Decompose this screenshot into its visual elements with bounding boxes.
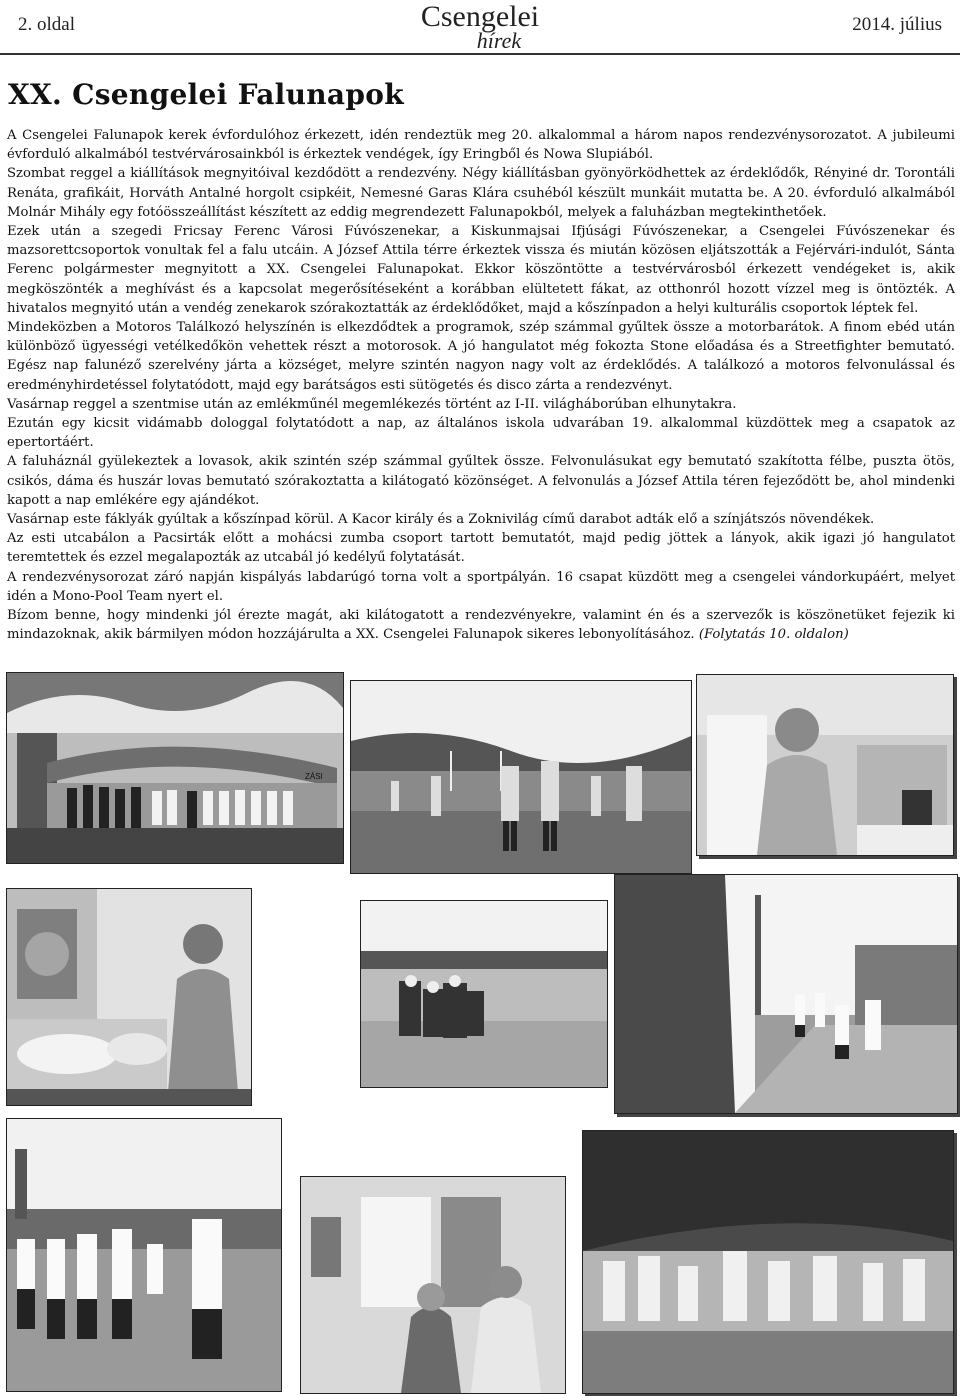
page-header xyxy=(0,0,960,56)
photo-band-concert xyxy=(582,1130,954,1394)
article-paragraph: Mindeközben a Motoros Találkozó helyszínén is elkezdődtek a programok, szép számmal gyűltek össze a motorbarátok. A finom ebéd után különböző ügyességi vetélkedőkön vehettek részt a motorosok. A jó hangulatot még fokozta Stone előadása és a Streetfighter bemutató. Egész nap falunéző szerelvény járta a községet, melyre szintén nagyon nagy volt az érdeklődés. A találkozó a motoros felvonulással és eredményhirdetéssel folytatódott, majd egy barátságos esti sütögetés és disco zárta a rendezvényt. xyxy=(7,320,955,393)
article-paragraph: Vasárnap reggel a szentmise után az emlékműnél megemlékezés történt az I-II. világháborúban elhunytakra. xyxy=(7,396,737,412)
photo-lace-exhibition xyxy=(6,888,252,1106)
photo-exhibition-woman xyxy=(696,674,954,856)
photo-football-image xyxy=(351,681,691,873)
article-paragraph: A Csengelei Falunapok kerek évfordulóhoz érkezett, idén rendeztük meg 20. alkalommal a három napos rendezvénysorozatot. A jubileumi évforduló alkalmából testvérvárosainkból is érkeztek vendégek, így Eringből és Nowa Slupiából. xyxy=(7,128,955,163)
closing-text: Bízom benne, hogy mindenki jól érezte magát, aki kilátogatott a rendezvényekre, valamint én és a szervezők is köszönetüket fejezik ki mindazoknak, akik bármilyen módon hozzájárulta a XX. Csengelei Falunapok sikeres lebonyolításához. xyxy=(7,608,955,643)
article-paragraph: Ezek után a szegedi Fricsay Ferenc Városi Fúvószenekar, a Kiskunmajsai Ifjúsági Fúvószenekar, a Csengelei Fúvószenekar és mazsorettcsoportok vonultak fel a falu utcáin. A József Attila térre érkeztek vissza és miután közösen eljátszották a Fejérvári-indulót, Sánta Ferenc polgármester megnyitott a XX. Csengelei Falunapokat. Ekkor köszöntötte a testvérvárosból érkezett vendégeket is, akik megköszönték a meghívást és a kapcsolat megerősítéseként a korábban elültetett fákat, az otthonról hozott vízzel meg is öntözték. A hivatalos megnyitó után a vendég zenekarok szórakoztatták az érdeklődőket, majd a kőszínpadon a helyi kulturális csoportok léptek fel. xyxy=(7,224,955,316)
photo-horses-image xyxy=(361,901,607,1087)
article-paragraph: Vasárnap este fáklyák gyúltak a kőszínpad körül. A Kacor király és a Zoknivilág című darabot adták elő a színjátszós növendékek. xyxy=(7,512,875,528)
photo-choir-stage xyxy=(6,672,344,864)
photo-visitors-image xyxy=(301,1177,565,1393)
header-divider xyxy=(0,53,960,55)
page-number: 2. oldal xyxy=(18,14,75,35)
article-paragraph-last xyxy=(7,606,955,644)
photo-band-march-image xyxy=(7,1119,281,1391)
article-title: XX. Csengelei Falunapok xyxy=(8,78,404,111)
photo-majorettes-parade xyxy=(614,874,958,1114)
masthead-subtitle: hírek xyxy=(476,28,522,53)
continuation-note: (Folytatás 10. oldalon) xyxy=(698,627,849,643)
issue-date: 2014. július xyxy=(852,14,942,35)
photo-horse-riders xyxy=(360,900,608,1088)
article-paragraph: A faluháznál gyülekeztek a lovasok, akik szintén szép számmal gyűltek össze. Felvonulásukat egy bemutató szakította félbe, puszta ötös, csikós, dáma és huszár lovas bemutató szórakoztatta a kilátogató közönséget. A felvonulás a József Attila téren fejeződött be, ahol mindenki kapott a nap emlékére egy ajándékot. xyxy=(7,454,955,508)
photo-concert-image xyxy=(583,1131,953,1393)
masthead-logo xyxy=(400,0,560,53)
photo-parade-image xyxy=(615,875,957,1113)
photo-sign-text: ZÁSI xyxy=(305,772,323,781)
article-paragraph: A rendezvénysorozat záró napján kispályás labdarúgó torna volt a sportpályán. 16 csapat küzdött meg a csengelei vándorkupáért, melyet idén a Mono-Pool Team nyert el. xyxy=(7,569,955,604)
article-paragraph: Szombat reggel a kiállítások megnyitóival kezdődött a rendezvény. Négy kiállításban gyönyörködhettek az érdeklődők, Rényiné dr. Torontáli Renáta, grafikáit, Horváth Antalné horgolt csipkéit, Nemesné Garas Klára csuhéból készült munkáit mutatta be. A 20. évforduló alkalmából Molnár Mihály egy fotóösszeállítást készített az eddig megrendezett Falunapokból, melyek a faluházban megtekinthetőek. xyxy=(7,166,955,220)
photo-lace-image xyxy=(7,889,251,1105)
photo-choir-stage-image xyxy=(7,673,343,863)
photo-exhibition-visitors xyxy=(300,1176,566,1394)
photo-football-match xyxy=(350,680,692,874)
masthead-brand: Csengelei xyxy=(420,0,540,33)
article-paragraph: Az esti utcabálon a Pacsirták előtt a mohácsi zumba csoport tartott bemutatót, majd pedig jöttek a lányok, akik igazi jó hangulatot teremtettek és ezzel megalapozták az utcabál jó kedélyű folytatását. xyxy=(7,531,955,566)
photo-exhibition-image xyxy=(697,675,953,855)
photo-brass-band-march xyxy=(6,1118,282,1392)
article-body xyxy=(7,126,955,644)
article-paragraph: Ezután egy kicsit vidámabb dologgal folytatódott a nap, az általános iskola udvarában 19. alkalommal küzdöttek meg a csapatok az epertortáért. xyxy=(7,416,955,451)
